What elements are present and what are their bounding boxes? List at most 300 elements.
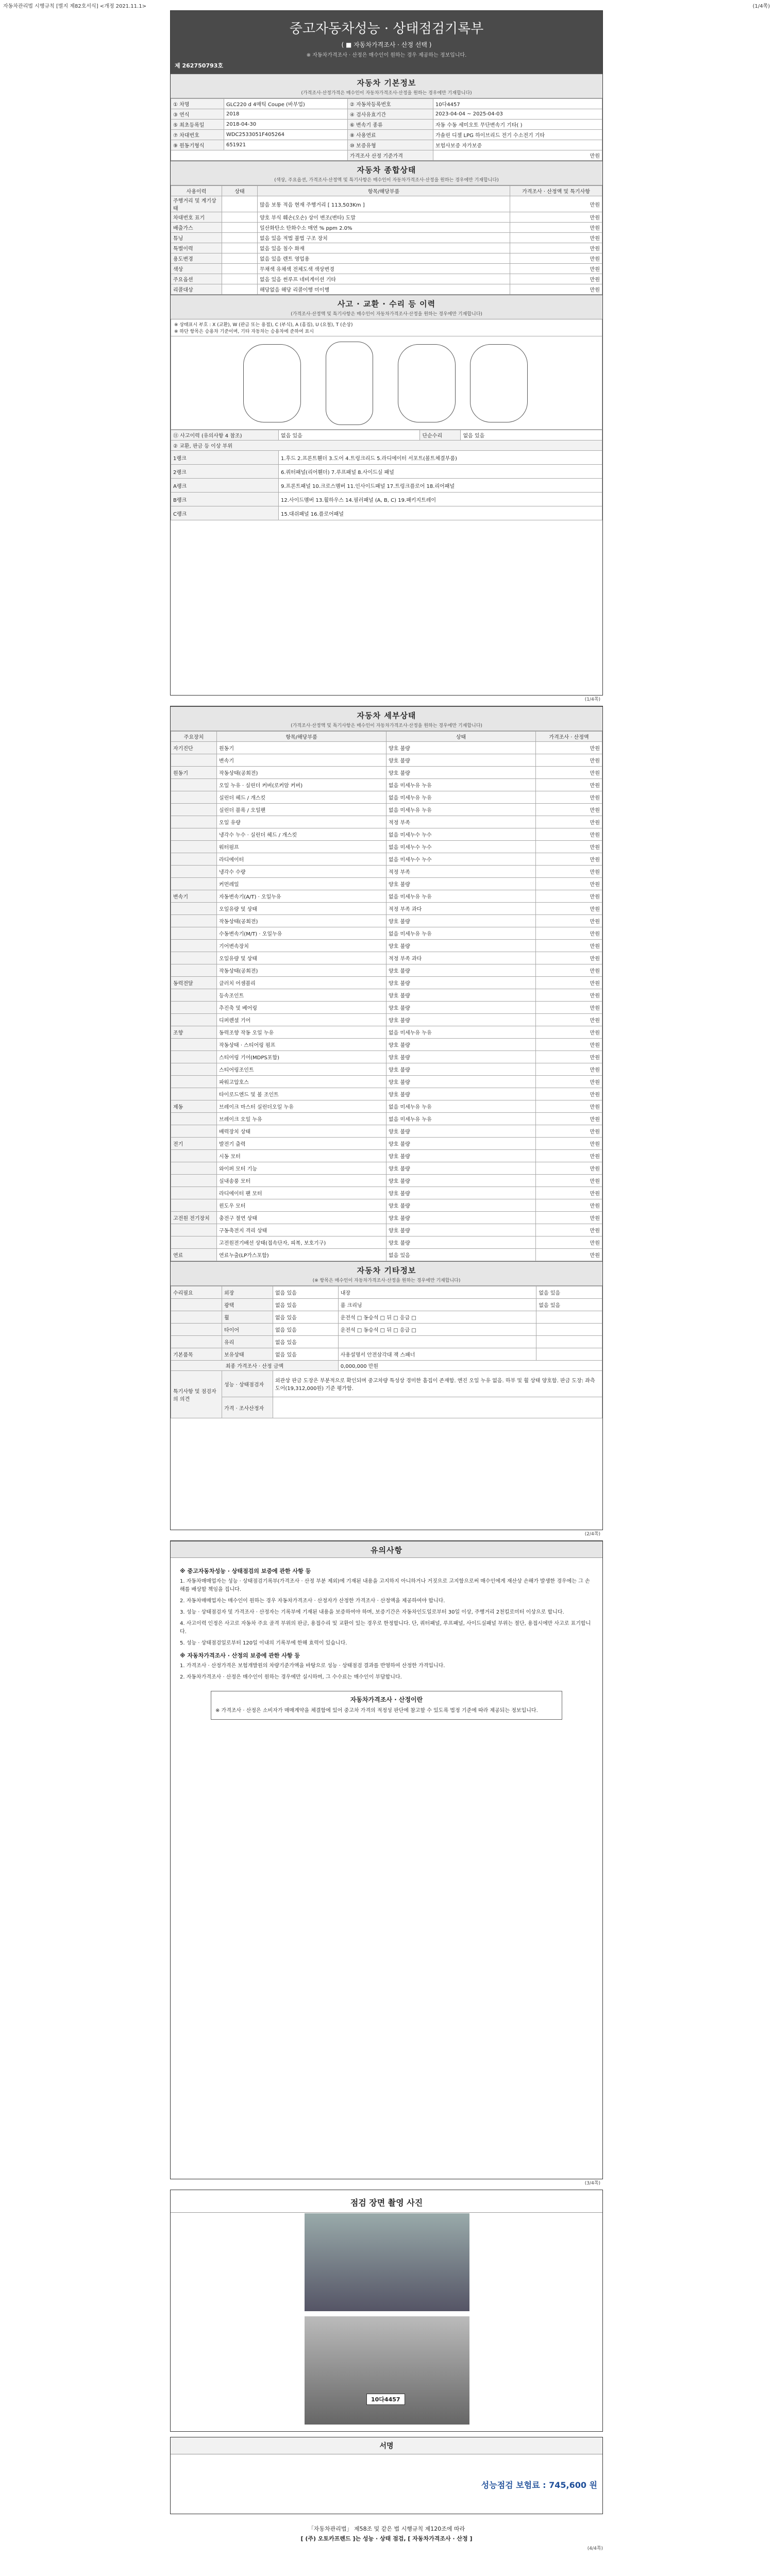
detail-device: 동력전달 xyxy=(171,977,217,989)
detail-price: 만원 xyxy=(536,1088,602,1100)
accident-history-value: 없음 있음 xyxy=(279,430,420,440)
detail-item: 시동 모터 xyxy=(217,1150,386,1162)
detail-item: 수동변속기(M/T) · 오일누유 xyxy=(217,927,386,940)
other-cell-a1: 없음 있음 xyxy=(273,1324,339,1336)
summary-value: 없음 있음 적법 불법 구조 장치 xyxy=(258,233,510,243)
detail-row xyxy=(171,1100,602,1113)
rank-value: 9.프론트패널 10.크로스멤버 11.인사이드패널 17.트렁크플로어 18.리어패널 xyxy=(279,479,602,493)
basic-key: ② 자동차등록번호 xyxy=(347,99,433,109)
summary-row xyxy=(171,264,602,274)
detail-row xyxy=(171,1088,602,1100)
form-reference: 자동차관리법 시행규칙 [별지 제82호서식] <개정 2021.11.1> xyxy=(3,4,146,9)
detail-price: 만원 xyxy=(536,754,602,767)
summary-status xyxy=(222,223,258,233)
detail-status: 양호 불량 xyxy=(386,767,536,779)
detail-status: 없음 미세누유 누유 xyxy=(386,927,536,940)
basic-key: ④ 검사유효기간 xyxy=(347,109,433,120)
detail-row xyxy=(171,1199,602,1212)
summary-row xyxy=(171,223,602,233)
detail-item: 파워고압호스 xyxy=(217,1076,386,1088)
doc-title: 중고자동차성능 · 상태점검기록부 xyxy=(289,21,484,37)
other-cell-g xyxy=(171,1336,222,1348)
detail-row xyxy=(171,816,602,828)
detail-status: 없음 미세누수 누수 xyxy=(386,841,536,853)
summary-key: 차대번호 표기 xyxy=(171,212,222,223)
detail-device xyxy=(171,754,217,767)
detail-price: 만원 xyxy=(536,1014,602,1026)
detail-item: 구동축전지 격리 상태 xyxy=(217,1224,386,1236)
photo-section xyxy=(170,2190,603,2432)
footer-line-2: [ (주) 오토카프렌드 ]는 성능 · 상태 점검, [ 자동차가격조사 · 산정 ] xyxy=(300,2535,473,2542)
detail-row xyxy=(171,878,602,890)
detail-status: 양호 불량 xyxy=(386,940,536,952)
record-number: 제 262750793호 xyxy=(175,62,223,69)
summary-price: 만원 xyxy=(510,274,602,284)
detail-device xyxy=(171,1002,217,1014)
basic-key: ⑨ 원동기형식 xyxy=(171,140,224,150)
detail-item: 디퍼렌셜 기어 xyxy=(217,1014,386,1026)
accident-note: (가격조사·산정액 및 특기사항은 매수인이 자동차가격조사·산정을 원하는 경우에만 기재합니다) xyxy=(291,312,482,317)
detail-row xyxy=(171,1125,602,1138)
summary-key: 주행거리 및 계기상태 xyxy=(171,196,222,212)
detail-row xyxy=(171,1002,602,1014)
caution-item: 3. 성능 · 상태점검자 및 가격조사 · 산정자는 기록부에 기재된 내용을 보증하여야 하며, 보증기간은 자동차인도일로부터 30일 이상, 주행거리 2천킬로미터 이상으로 합니다. xyxy=(180,1609,564,1615)
detail-device: 원동기 xyxy=(171,767,217,779)
detail-device xyxy=(171,1162,217,1175)
detail-status: 양호 불량 xyxy=(386,964,536,977)
detail-item: 오일 누유 · 실린더 커버(로커암 커버) xyxy=(217,779,386,791)
detail-device: 변속기 xyxy=(171,890,217,903)
detail-status: 양호 불량 xyxy=(386,1175,536,1187)
car-frame-outline xyxy=(398,344,456,422)
detail-item: 연료누출(LP가스포함) xyxy=(217,1249,386,1261)
detail-device: 조향 xyxy=(171,1026,217,1039)
other-cell-a1: 없음 있음 xyxy=(273,1336,339,1348)
detail-price: 만원 xyxy=(536,1026,602,1039)
basic-key: ⑦ 차대번호 xyxy=(171,130,224,140)
footer-line-1: 「자동차관리법」 제58조 및 같은 법 시행규칙 제120조에 따라 xyxy=(308,2526,465,2532)
detail-price: 만원 xyxy=(536,1125,602,1138)
detail-row xyxy=(171,791,602,804)
detail-device xyxy=(171,903,217,915)
detail-price: 만원 xyxy=(536,866,602,878)
summary-table xyxy=(171,185,602,295)
car-rear-outline xyxy=(470,344,528,422)
rank-row xyxy=(171,493,602,506)
detail-item: 와이퍼 모터 기능 xyxy=(217,1162,386,1175)
caution-notes xyxy=(171,1558,602,1734)
detail-device xyxy=(171,940,217,952)
summary-value: 무채색 유채색 전체도색 색상변경 xyxy=(258,264,510,274)
page-indicator: (1/4쪽) xyxy=(752,4,770,9)
page-number-2: (2/4쪽) xyxy=(584,1532,600,1537)
summary-row xyxy=(171,274,602,284)
detail-row xyxy=(171,952,602,964)
detail-row xyxy=(171,1187,602,1199)
inspection-photo-front xyxy=(305,2213,469,2311)
summary-title: 자동차 종합상태 xyxy=(357,165,416,175)
appraisal-info-box xyxy=(211,1691,562,1720)
detail-status: 없음 있음 xyxy=(386,1249,536,1261)
summary-status xyxy=(222,264,258,274)
page-number-4: (4/4쪽) xyxy=(587,2546,603,2551)
car-diagram xyxy=(171,336,602,430)
detail-row xyxy=(171,989,602,1002)
detail-item: 동력조향 작동 오일 누유 xyxy=(217,1026,386,1039)
detail-row xyxy=(171,1039,602,1051)
basic-key: ③ 연식 xyxy=(171,109,224,120)
detail-device xyxy=(171,828,217,841)
basic-key: ① 차명 xyxy=(171,99,224,109)
remark-appraiser-text xyxy=(273,1397,602,1418)
summary-key: 용도변경 xyxy=(171,253,222,264)
detail-col-price: 가격조사 · 산정액 xyxy=(536,732,602,742)
detail-device xyxy=(171,927,217,940)
detail-price: 만원 xyxy=(536,767,602,779)
detail-title: 자동차 세부상태 xyxy=(357,711,416,720)
other-note: (※ 항목은 매수인이 자동차가격조사·산정을 원하는 경우에만 기재합니다) xyxy=(312,1278,461,1283)
detail-status: 양호 불량 xyxy=(386,1039,536,1051)
detail-status: 양호 불량 xyxy=(386,1212,536,1224)
other-cell-g xyxy=(171,1324,222,1336)
summary-price: 만원 xyxy=(510,264,602,274)
summary-value: 없음 있음 썬루프 네비게이션 기타 xyxy=(258,274,510,284)
caution-heading-2: ※ 자동차가격조사 · 산정의 보증에 관한 사항 등 xyxy=(180,1652,300,1659)
detail-price: 만원 xyxy=(536,964,602,977)
summary-status xyxy=(222,196,258,212)
detail-status: 양호 불량 xyxy=(386,754,536,767)
basic-key: ⑩ 보증유형 xyxy=(347,140,433,150)
detail-item: 오일유량 및 상태 xyxy=(217,952,386,964)
other-cell-b: 운전석 □ 동승석 □ 뒤 □ 응급 □ xyxy=(338,1311,536,1324)
basic-info-note: (가격조사·산정가격은 매수인이 자동차가격조사·산정을 원하는 경우에만 기재합니다) xyxy=(301,91,472,96)
detail-status: 적정 부족 과다 xyxy=(386,903,536,915)
basic-info-title: 자동차 기본정보 xyxy=(357,78,416,88)
detail-row xyxy=(171,1051,602,1063)
detail-price: 만원 xyxy=(536,940,602,952)
detail-item: 발전기 출력 xyxy=(217,1138,386,1150)
summary-price: 만원 xyxy=(510,284,602,295)
detail-device xyxy=(171,952,217,964)
detail-price: 만원 xyxy=(536,1002,602,1014)
detail-status: 없음 미세누수 누수 xyxy=(386,853,536,866)
detail-col-device: 주요장치 xyxy=(171,732,217,742)
basic-value: 자동 수동 세미오토 무단변속기 기타( ) xyxy=(433,120,602,130)
basic-value: 10다4457 xyxy=(433,99,602,109)
signature-title: 서명 xyxy=(171,2437,602,2454)
summary-row xyxy=(171,233,602,243)
remark-inspector-label: 성능 · 상태점검자 xyxy=(222,1371,273,1397)
other-cell-g: 기본품목 xyxy=(171,1348,222,1361)
summary-header xyxy=(171,161,602,185)
summary-row xyxy=(171,243,602,253)
detail-row xyxy=(171,1014,602,1026)
detail-row xyxy=(171,742,602,754)
caution-item: 4. 사고이력 인정은 사고로 자동차 주요 골격 부위의 판금, 용접수리 및 교환이 있는 경우로 한정합니다. 단, 쿼터패널, 루프패널, 사이드실패널 부위는 절단, 용접시에만 사고로 표기합니다. xyxy=(180,1621,591,1635)
detail-item: 브레이크 오일 누유 xyxy=(217,1113,386,1125)
detail-status: 양호 불량 xyxy=(386,1063,536,1076)
final-price-label: 최종 가격조사 · 산정 금액 xyxy=(171,1361,339,1371)
detail-item: 커먼레일 xyxy=(217,878,386,890)
simple-repair-value: 없음 있음 xyxy=(461,430,602,440)
rank-row xyxy=(171,451,602,465)
summary-value: 일산화탄소 탄화수소 매연 % ppm 2.0% xyxy=(258,223,510,233)
detail-status: 양호 불량 xyxy=(386,1088,536,1100)
car-front-outline xyxy=(243,344,301,422)
summary-col-price: 가격조사 · 산정액 및 특기사항 xyxy=(510,186,602,196)
basic-value: GLC220 d 4매틱 Coupe (바부업) xyxy=(224,99,347,109)
appraisal-box-title: 자동차가격조사 · 산정이란 xyxy=(350,1696,423,1703)
detail-device: 전기 xyxy=(171,1138,217,1150)
detail-row xyxy=(171,1162,602,1175)
detail-device xyxy=(171,1187,217,1199)
detail-item: 작동상태(공회전) xyxy=(217,964,386,977)
summary-value: 없음 있음 침수 화재 xyxy=(258,243,510,253)
detail-device xyxy=(171,866,217,878)
summary-key: 특별이력 xyxy=(171,243,222,253)
detail-item: 등속조인트 xyxy=(217,989,386,1002)
detail-item: 오일유량 및 상태 xyxy=(217,903,386,915)
basic-key: ⑥ 변속기 종류 xyxy=(347,120,433,130)
page-number-3: (3/4쪽) xyxy=(584,2181,600,2186)
detail-item: 실린더 헤드 / 개스킷 xyxy=(217,791,386,804)
detail-device xyxy=(171,964,217,977)
page-1 xyxy=(170,10,603,702)
other-row xyxy=(171,1348,602,1361)
summary-price: 만원 xyxy=(510,196,602,212)
detail-device: 고전원 전기장치 xyxy=(171,1212,217,1224)
detail-row xyxy=(171,1076,602,1088)
detail-price: 만원 xyxy=(536,1076,602,1088)
detail-price: 만원 xyxy=(536,915,602,927)
summary-value: 많음 보통 적음 현재 주행거리 [ 113,503Km ] xyxy=(258,196,510,212)
detail-row xyxy=(171,927,602,940)
legal-footer xyxy=(170,2524,603,2551)
detail-status: 없음 미세누유 누유 xyxy=(386,779,536,791)
basic-info-row xyxy=(171,140,602,150)
summary-price: 만원 xyxy=(510,233,602,243)
detail-item: 타이로드엔드 및 볼 조인트 xyxy=(217,1088,386,1100)
detail-device xyxy=(171,816,217,828)
basic-value: 2023-04-04 ~ 2025-04-03 xyxy=(433,109,602,120)
caution-item: 5. 성능 · 상태점검일로부터 120일 이내의 기록부에 한해 효력이 있습니다. xyxy=(180,1640,347,1646)
other-cell-b: 운전석 □ 동승석 □ 뒤 □ 응급 □ xyxy=(338,1324,536,1336)
detail-status: 양호 불량 xyxy=(386,1224,536,1236)
detail-device xyxy=(171,779,217,791)
caution-heading-1: ※ 중고자동차성능 · 상태점검의 보증에 관한 사항 등 xyxy=(180,1568,311,1574)
detail-row xyxy=(171,1175,602,1187)
detail-device xyxy=(171,989,217,1002)
rank-value: 12.사이드멤버 13.휠하우스 14.필러패널 (A, B, C) 19.패키지트레이 xyxy=(279,493,602,506)
detail-status: 양호 불량 xyxy=(386,1150,536,1162)
summary-col-status: 상태 xyxy=(222,186,258,196)
detail-item: 라디에이터 팬 모터 xyxy=(217,1187,386,1199)
accident-table xyxy=(171,430,602,520)
other-cell-a: 광택 xyxy=(222,1299,273,1311)
rank-row xyxy=(171,465,602,479)
other-row xyxy=(171,1324,602,1336)
detail-row xyxy=(171,915,602,927)
detail-item: 작동상태(공회전) xyxy=(217,915,386,927)
detail-device xyxy=(171,1236,217,1249)
detail-price: 만원 xyxy=(536,1138,602,1150)
summary-key: 배출가스 xyxy=(171,223,222,233)
other-cell-a1: 없음 있음 xyxy=(273,1299,339,1311)
detail-status: 양호 불량 xyxy=(386,1138,536,1150)
detail-price: 만원 xyxy=(536,952,602,964)
detail-row xyxy=(171,1113,602,1125)
detail-status: 양호 불량 xyxy=(386,1125,536,1138)
detail-row xyxy=(171,1063,602,1076)
other-cell-b1 xyxy=(536,1324,602,1336)
detail-row xyxy=(171,977,602,989)
detail-device xyxy=(171,804,217,816)
simple-repair-label: 단순수리 xyxy=(420,430,461,440)
detail-status: 양호 불량 xyxy=(386,977,536,989)
other-header xyxy=(171,1261,602,1286)
detail-item: 클러치 어셈블리 xyxy=(217,977,386,989)
detail-price: 만원 xyxy=(536,1100,602,1113)
detail-device: 제동 xyxy=(171,1100,217,1113)
detail-device xyxy=(171,1088,217,1100)
detail-price: 만원 xyxy=(536,977,602,989)
form-header xyxy=(0,0,773,9)
other-cell-a: 보유상태 xyxy=(222,1348,273,1361)
detail-price: 만원 xyxy=(536,903,602,915)
basic-value: 가솔린 디젤 LPG 하이브리드 전기 수소전기 기타 xyxy=(433,130,602,140)
detail-price: 만원 xyxy=(536,927,602,940)
other-cell-b1: 없음 있음 xyxy=(536,1286,602,1299)
other-row xyxy=(171,1336,602,1348)
summary-key: 주요옵션 xyxy=(171,274,222,284)
summary-price: 만원 xyxy=(510,253,602,264)
basic-info-header xyxy=(171,74,602,98)
detail-row xyxy=(171,890,602,903)
detail-item: 윈도우 모터 xyxy=(217,1199,386,1212)
detail-price: 만원 xyxy=(536,791,602,804)
accident-legend-line2: ※ 하단 항목은 승용차 기준이며, 기타 자동차는 승용차에 준하여 표시 xyxy=(174,329,314,334)
summary-key: 리콜대상 xyxy=(171,284,222,295)
detail-row xyxy=(171,804,602,816)
other-cell-b: 룸 크리닝 xyxy=(338,1299,536,1311)
detail-price: 만원 xyxy=(536,1039,602,1051)
rank-value: 6.쿼터패널(리어휀더) 7.루프패널 8.사이드실 패널 xyxy=(279,465,602,479)
car-top-outline xyxy=(326,342,373,425)
detail-price: 만원 xyxy=(536,1199,602,1212)
detail-note: (가격조사·산정액 및 특기사항은 매수인이 자동차가격조사·산정을 원하는 경우에만 기재합니다) xyxy=(291,723,482,728)
detail-price: 만원 xyxy=(536,878,602,890)
detail-item: 고전원전기배선 상태(접속단자, 피복, 보호기구) xyxy=(217,1236,386,1249)
summary-note: (색상, 주요옵션, 가격조사·산정액 및 특기사항은 매수인이 자동차가격조사·산정을 원하는 경우에만 기재합니다) xyxy=(274,178,499,183)
detail-price: 만원 xyxy=(536,779,602,791)
detail-status: 없음 미세누유 누유 xyxy=(386,1026,536,1039)
other-cell-b1: 없음 있음 xyxy=(536,1299,602,1311)
basic-value: WDC2533051F405264 xyxy=(224,130,347,140)
summary-row xyxy=(171,196,602,212)
detail-price: 만원 xyxy=(536,890,602,903)
detail-row xyxy=(171,1150,602,1162)
other-cell-a1: 없음 있음 xyxy=(273,1286,339,1299)
detail-row xyxy=(171,1249,602,1261)
detail-col-status: 상태 xyxy=(386,732,536,742)
accident-header xyxy=(171,295,602,319)
detail-row xyxy=(171,1212,602,1224)
caution-item: 2. 자동차매매업자는 매수인이 원하는 경우 자동차가격조사 · 산정자가 산정한 가격조사 · 산정액을 제공하여야 합니다. xyxy=(180,1598,445,1604)
rank-key: 2랭크 xyxy=(171,465,279,479)
detail-price: 만원 xyxy=(536,1236,602,1249)
accident-history-label: ⑪ 사고이력 (유의사항 4 참조) xyxy=(171,430,279,440)
detail-price: 만원 xyxy=(536,1051,602,1063)
summary-row xyxy=(171,284,602,295)
detail-status: 없음 미세누유 누유 xyxy=(386,791,536,804)
detail-item: 원동기 xyxy=(217,742,386,754)
detail-price: 만원 xyxy=(536,1175,602,1187)
detail-status: 양호 불량 xyxy=(386,1076,536,1088)
caution-item: 1. 가격조사 · 산정가격은 보험개발원의 차량기준가액을 바탕으로 성능 · 상태점검 결과를 반영하여 산정한 가격입니다. xyxy=(180,1663,445,1669)
detail-row xyxy=(171,828,602,841)
summary-status xyxy=(222,284,258,295)
detail-device xyxy=(171,853,217,866)
detail-device xyxy=(171,1063,217,1076)
other-cell-a: 휠 xyxy=(222,1311,273,1324)
detail-status: 적정 부족 xyxy=(386,816,536,828)
detail-device: 자기진단 xyxy=(171,742,217,754)
detail-device xyxy=(171,1175,217,1187)
detail-item: 스티어링조인트 xyxy=(217,1063,386,1076)
basic-info-row xyxy=(171,99,602,109)
other-row xyxy=(171,1299,602,1311)
basic-value: 2018-04-30 xyxy=(224,120,347,130)
detail-item: 자동변속기(A/T) · 오일누유 xyxy=(217,890,386,903)
detail-row xyxy=(171,1026,602,1039)
other-cell-g: 수리필요 xyxy=(171,1286,222,1299)
detail-row xyxy=(171,1236,602,1249)
doc-subtitle: ( ■ 자동차가격조사 · 산정 선택 ) xyxy=(341,41,432,48)
detail-item: 워터펌프 xyxy=(217,841,386,853)
summary-price: 만원 xyxy=(510,223,602,233)
detail-device xyxy=(171,791,217,804)
detail-row xyxy=(171,903,602,915)
detail-price: 만원 xyxy=(536,1150,602,1162)
other-cell-b1 xyxy=(536,1311,602,1324)
page-number-1: (1/4쪽) xyxy=(584,697,600,702)
detail-status: 없음 미세누유 누유 xyxy=(386,890,536,903)
final-price-value: 0,000,000 만원 xyxy=(338,1361,602,1371)
other-cell-a: 타이어 xyxy=(222,1324,273,1336)
detail-item: 브레이크 마스터 실린더오일 누유 xyxy=(217,1100,386,1113)
summary-row xyxy=(171,212,602,223)
detail-price: 만원 xyxy=(536,1249,602,1261)
caution-item: 2. 자동차가격조사 · 산정은 매수인이 원하는 경우에만 실시하며, 그 수수료는 매수인이 부담합니다. xyxy=(180,1674,402,1680)
summary-price: 만원 xyxy=(510,243,602,253)
other-table xyxy=(171,1286,602,1418)
detail-device xyxy=(171,1014,217,1026)
rank-row xyxy=(171,479,602,493)
detail-price: 만원 xyxy=(536,742,602,754)
detail-item: 추진축 및 베어링 xyxy=(217,1002,386,1014)
doc-banner xyxy=(171,11,602,74)
summary-price: 만원 xyxy=(510,212,602,223)
other-row xyxy=(171,1286,602,1299)
rank-value: 1.후드 2.프론트휀더 3.도어 4.트렁크리드 5.라디에이터 서포트(볼트체결부품) xyxy=(279,451,602,465)
summary-col-item: 항목/해당부품 xyxy=(258,186,510,196)
other-cell-b1 xyxy=(536,1348,602,1361)
accident-legend-line1: ※ 상태표시 부호 : X (교환), W (판금 또는 용접), C (부식), A (흠집), U (요철), T (손상) xyxy=(174,323,353,328)
rank-value: 15.대쉬패널 16.플로어패널 xyxy=(279,506,602,520)
other-cell-g xyxy=(171,1311,222,1324)
rank-row xyxy=(171,506,602,520)
price-basis-label: 가격조사 산정 기준가격 xyxy=(347,150,433,161)
